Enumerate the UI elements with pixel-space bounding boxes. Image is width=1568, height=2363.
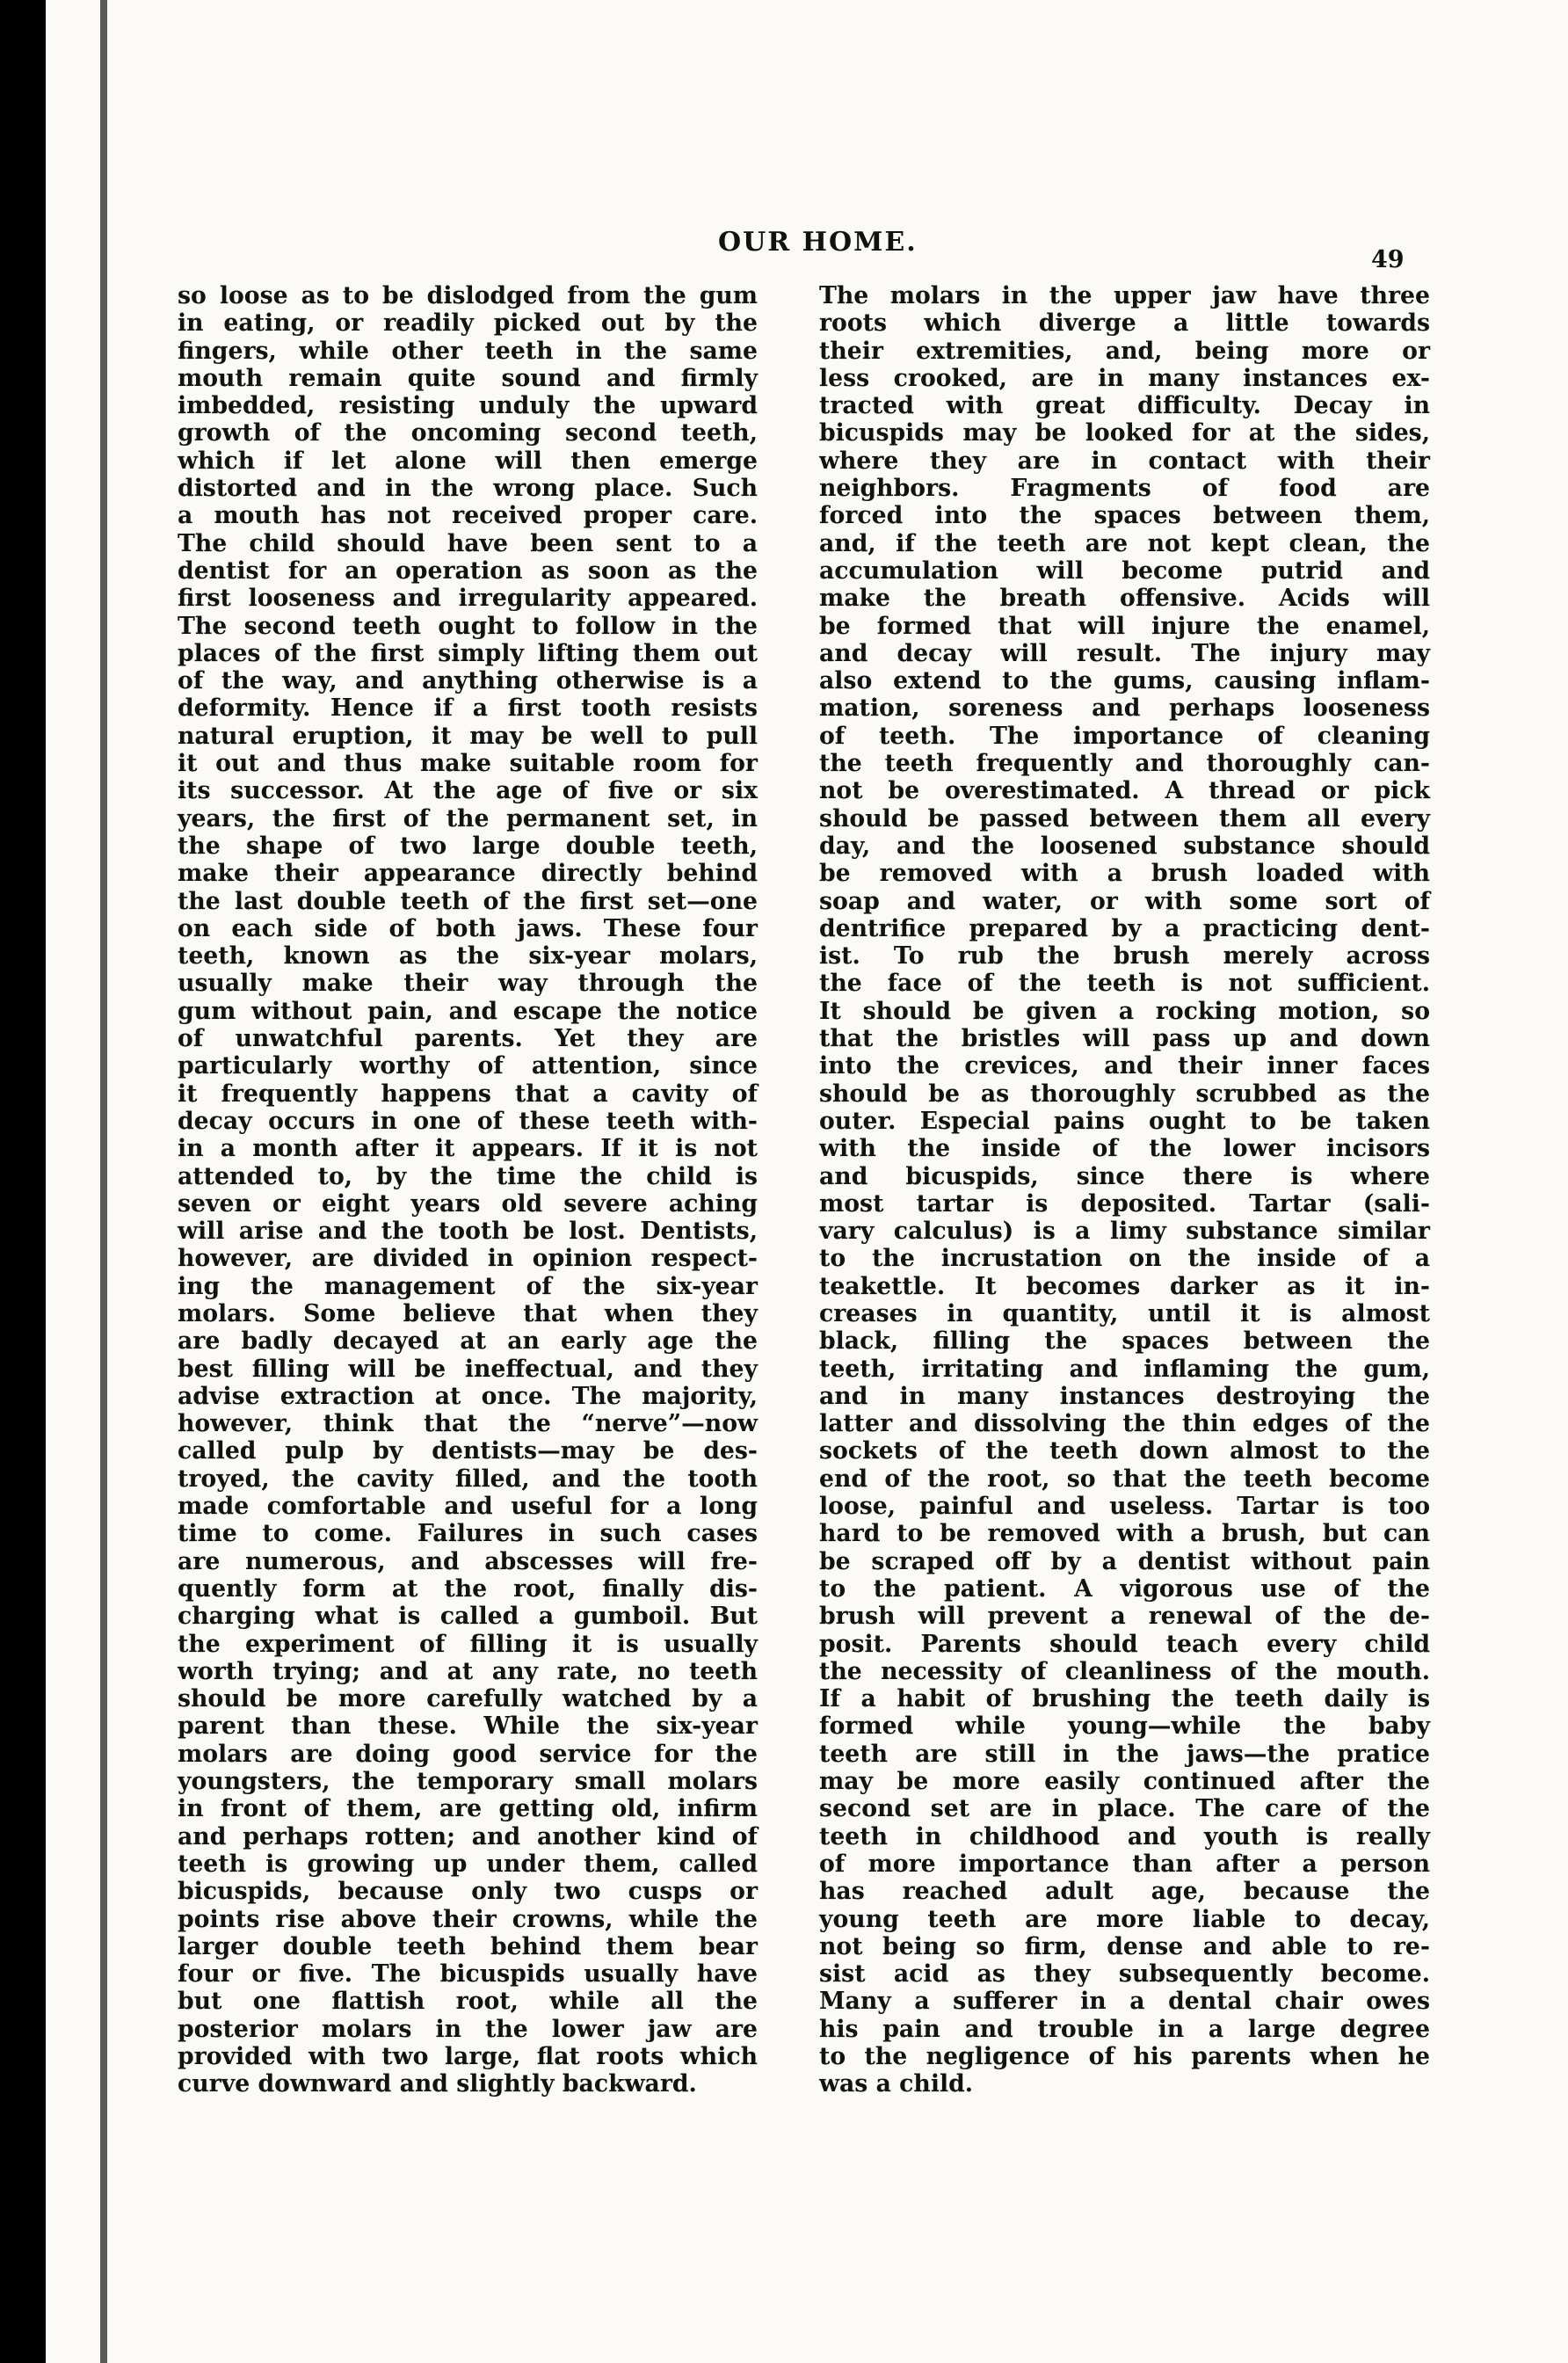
text-line: The child should have been sent to a	[178, 529, 758, 557]
text-line: and bicuspids, since there is where	[819, 1162, 1430, 1190]
text-line: provided with two large, flat roots which	[178, 2043, 758, 2070]
text-line: mation, soreness and perhaps looseness	[819, 694, 1430, 723]
text-line: If a habit of brushing the teeth daily is	[819, 1685, 1430, 1713]
text-line: be formed that will injure the enamel,	[819, 612, 1430, 640]
text-line: usually make their way through the	[178, 970, 758, 998]
text-line: distorted and in the wrong place. Such	[178, 475, 758, 503]
text-line: in eating, or readily picked out by the	[178, 309, 758, 338]
text-line: The second teeth ought to follow in the	[178, 612, 758, 640]
text-line: posterior molars in the lower jaw are	[178, 2015, 758, 2043]
text-line: tracted with great difficulty. Decay in	[819, 392, 1430, 420]
right-text-column	[819, 282, 1430, 2098]
text-line: to the negligence of his parents when he	[819, 2043, 1430, 2070]
text-line: where they are in contact with their	[819, 447, 1430, 475]
text-line: ing the management of the six-year	[178, 1272, 758, 1300]
text-line: be scraped off by a dentist without pain	[819, 1547, 1430, 1575]
text-line: ist. To rub the brush merely across	[819, 942, 1430, 971]
text-line: also extend to the gums, causing inflam-	[819, 667, 1430, 695]
text-line: parent than these. While the six-year	[178, 1712, 758, 1741]
text-line: sockets of the teeth down almost to the	[819, 1437, 1430, 1465]
text-line: dentrifice prepared by a practicing dent-	[819, 914, 1430, 942]
text-line: not being so firm, dense and able to re-	[819, 1932, 1430, 1960]
text-line: are numerous, and abscesses will fre-	[178, 1547, 758, 1575]
text-line: neighbors. Fragments of food are	[819, 475, 1430, 503]
text-line: young teeth are more liable to decay,	[819, 1905, 1430, 1933]
text-line: mouth remain quite sound and firmly	[178, 364, 758, 392]
text-line: fingers, while other teeth in the same	[178, 337, 758, 365]
text-line: the last double teeth of the first set—one	[178, 887, 758, 915]
text-line: bicuspids may be looked for at the sides,	[819, 419, 1430, 447]
text-line: brush will prevent a renewal of the de-	[819, 1603, 1430, 1631]
text-line: of teeth. The importance of cleaning	[819, 722, 1430, 750]
text-line: teeth are still in the jaws—the pratice	[819, 1740, 1430, 1768]
text-line: four or five. The bicuspids usually have	[178, 1960, 758, 1989]
text-line: may be more easily continued after the	[819, 1768, 1430, 1796]
text-line: day, and the loosened substance should	[819, 832, 1430, 860]
text-line: molars are doing good service for the	[178, 1740, 758, 1768]
text-line: and decay will result. The injury may	[819, 639, 1430, 667]
text-line: teakettle. It becomes darker as it in-	[819, 1272, 1430, 1300]
text-line: which if let alone will then emerge	[178, 447, 758, 475]
text-line: has reached adult age, because the	[819, 1878, 1430, 1906]
text-line: troyed, the cavity filled, and the tooth	[178, 1465, 758, 1493]
text-line: of unwatchful parents. Yet they are	[178, 1025, 758, 1053]
text-line: sist acid as they subsequently become.	[819, 1960, 1430, 1989]
text-line: deformity. Hence if a first tooth resists	[178, 694, 758, 723]
text-line: bicuspids, because only two cusps or	[178, 1878, 758, 1906]
text-line: first looseness and irregularity appeared.	[178, 585, 758, 613]
text-line: advise extraction at once. The majority,	[178, 1382, 758, 1410]
page-edge-shadow	[100, 0, 107, 2363]
text-line: The molars in the upper jaw have three	[819, 282, 1430, 309]
text-line: not be overestimated. A thread or pick	[819, 777, 1430, 805]
text-line: teeth in childhood and youth is really	[819, 1822, 1430, 1850]
text-line: on each side of both jaws. These four	[178, 914, 758, 942]
text-line: latter and dissolving the thin edges of the	[819, 1410, 1430, 1438]
text-line: make the breath offensive. Acids will	[819, 585, 1430, 613]
text-line: molars. Some believe that when they	[178, 1299, 758, 1327]
text-line: should be more carefully watched by a	[178, 1685, 758, 1713]
text-line: so loose as to be dislodged from the gum	[178, 282, 758, 309]
text-line: and, if the teeth are not kept clean, the	[819, 529, 1430, 557]
text-line: it out and thus make suitable room for	[178, 750, 758, 778]
text-line: less crooked, are in many instances ex-	[819, 364, 1430, 392]
text-line: youngsters, the temporary small molars	[178, 1768, 758, 1796]
text-line: points rise above their crowns, while the	[178, 1905, 758, 1933]
text-line: roots which diverge a little towards	[819, 309, 1430, 338]
text-line: forced into the spaces between them,	[819, 502, 1430, 530]
text-line: its successor. At the age of five or six	[178, 777, 758, 805]
left-text-column	[178, 282, 758, 2098]
text-line: with the inside of the lower incisors	[819, 1135, 1430, 1163]
text-line: vary calculus) is a limy substance similar	[819, 1218, 1430, 1246]
text-line: the face of the teeth is not sufficient.	[819, 970, 1430, 998]
text-line: and perhaps rotten; and another kind of	[178, 1822, 758, 1850]
text-line: places of the first simply lifting them out	[178, 639, 758, 667]
text-line: teeth, irritating and inflaming the gum,	[819, 1355, 1430, 1383]
text-line: of more importance than after a person	[819, 1850, 1430, 1878]
text-line: quently form at the root, finally dis-	[178, 1574, 758, 1603]
text-line: are badly decayed at an early age the	[178, 1327, 758, 1356]
text-line: however, are divided in opinion respect-	[178, 1245, 758, 1273]
text-line: larger double teeth behind them bear	[178, 1932, 758, 1960]
text-line: into the crevices, and their inner faces	[819, 1052, 1430, 1080]
text-line: growth of the oncoming second teeth,	[178, 419, 758, 447]
text-line: the shape of two large double teeth,	[178, 832, 758, 860]
text-line: imbedded, resisting unduly the upward	[178, 392, 758, 420]
page-number: 49	[1371, 246, 1405, 273]
text-line: called pulp by dentists—may be des-	[178, 1437, 758, 1465]
text-line: make their appearance directly behind	[178, 860, 758, 888]
text-line: but one flattish root, while all the	[178, 1988, 758, 2016]
text-line: the experiment of filling it is usually	[178, 1630, 758, 1658]
book-page	[46, 0, 1568, 2363]
text-line: in a month after it appears. If it is not	[178, 1135, 758, 1163]
text-line: most tartar is deposited. Tartar (sali-	[819, 1189, 1430, 1218]
text-line: should be as thoroughly scrubbed as the	[819, 1080, 1430, 1108]
text-line: It should be given a rocking motion, so	[819, 997, 1430, 1025]
text-line: charging what is called a gumboil. But	[178, 1603, 758, 1631]
text-line: to the incrustation on the inside of a	[819, 1245, 1430, 1273]
text-line: that the bristles will pass up and down	[819, 1025, 1430, 1053]
text-line: of the way, and anything otherwise is a	[178, 667, 758, 695]
text-line: soap and water, or with some sort of	[819, 887, 1430, 915]
text-line: it frequently happens that a cavity of	[178, 1080, 758, 1108]
text-line: was a child.	[819, 2070, 974, 2098]
text-line: the necessity of cleanliness of the mouth.	[819, 1657, 1430, 1685]
text-line: Many a sufferer in a dental chair owes	[819, 1988, 1430, 2016]
text-line: decay occurs in one of these teeth with-	[178, 1107, 758, 1135]
text-line: teeth, known as the six-year molars,	[178, 942, 758, 971]
text-line: black, filling the spaces between the	[819, 1327, 1430, 1356]
text-line: gum without pain, and escape the notice	[178, 997, 758, 1025]
text-line: worth trying; and at any rate, no teeth	[178, 1657, 758, 1685]
text-line: posit. Parents should teach every child	[819, 1630, 1430, 1658]
text-line: time to come. Failures in such cases	[178, 1520, 758, 1548]
text-line: in front of them, are getting old, infirm	[178, 1795, 758, 1823]
text-line: best filling will be ineffectual, and they	[178, 1355, 758, 1383]
text-line: teeth is growing up under them, called	[178, 1850, 758, 1878]
text-line: dentist for an operation as soon as the	[178, 556, 758, 585]
text-line: end of the root, so that the teeth become	[819, 1465, 1430, 1493]
running-title: OUR HOME.	[718, 227, 918, 258]
text-line: hard to be removed with a brush, but can	[819, 1520, 1430, 1548]
text-line: and in many instances destroying the	[819, 1382, 1430, 1410]
text-line: their extremities, and, being more or	[819, 337, 1430, 365]
text-line: will arise and the tooth be lost. Dentists,	[178, 1218, 758, 1246]
text-line: years, the first of the permanent set, in	[178, 804, 758, 833]
text-line: curve downward and slightly backward.	[178, 2070, 697, 2098]
text-line: attended to, by the time the child is	[178, 1162, 758, 1190]
text-line: should be passed between them all every	[819, 804, 1430, 833]
text-line: second set are in place. The care of the	[819, 1795, 1430, 1823]
text-line: particularly worthy of attention, since	[178, 1052, 758, 1080]
text-line: however, think that the “nerve”—now	[178, 1410, 758, 1438]
text-line: a mouth has not received proper care.	[178, 502, 758, 530]
text-line: creases in quantity, until it is almost	[819, 1299, 1430, 1327]
text-line: made comfortable and useful for a long	[178, 1493, 758, 1521]
text-line: loose, painful and useless. Tartar is too	[819, 1493, 1430, 1521]
text-line: accumulation will become putrid and	[819, 556, 1430, 585]
text-line: outer. Especial pains ought to be taken	[819, 1107, 1430, 1135]
text-line: formed while young—while the baby	[819, 1712, 1430, 1741]
text-line: his pain and trouble in a large degree	[819, 2015, 1430, 2043]
text-line: natural eruption, it may be well to pull	[178, 722, 758, 750]
page-header	[46, 227, 1568, 273]
text-line: the teeth frequently and thoroughly can-	[819, 750, 1430, 778]
text-line: seven or eight years old severe aching	[178, 1189, 758, 1218]
text-line: be removed with a brush loaded with	[819, 860, 1430, 888]
text-line: to the patient. A vigorous use of the	[819, 1574, 1430, 1603]
